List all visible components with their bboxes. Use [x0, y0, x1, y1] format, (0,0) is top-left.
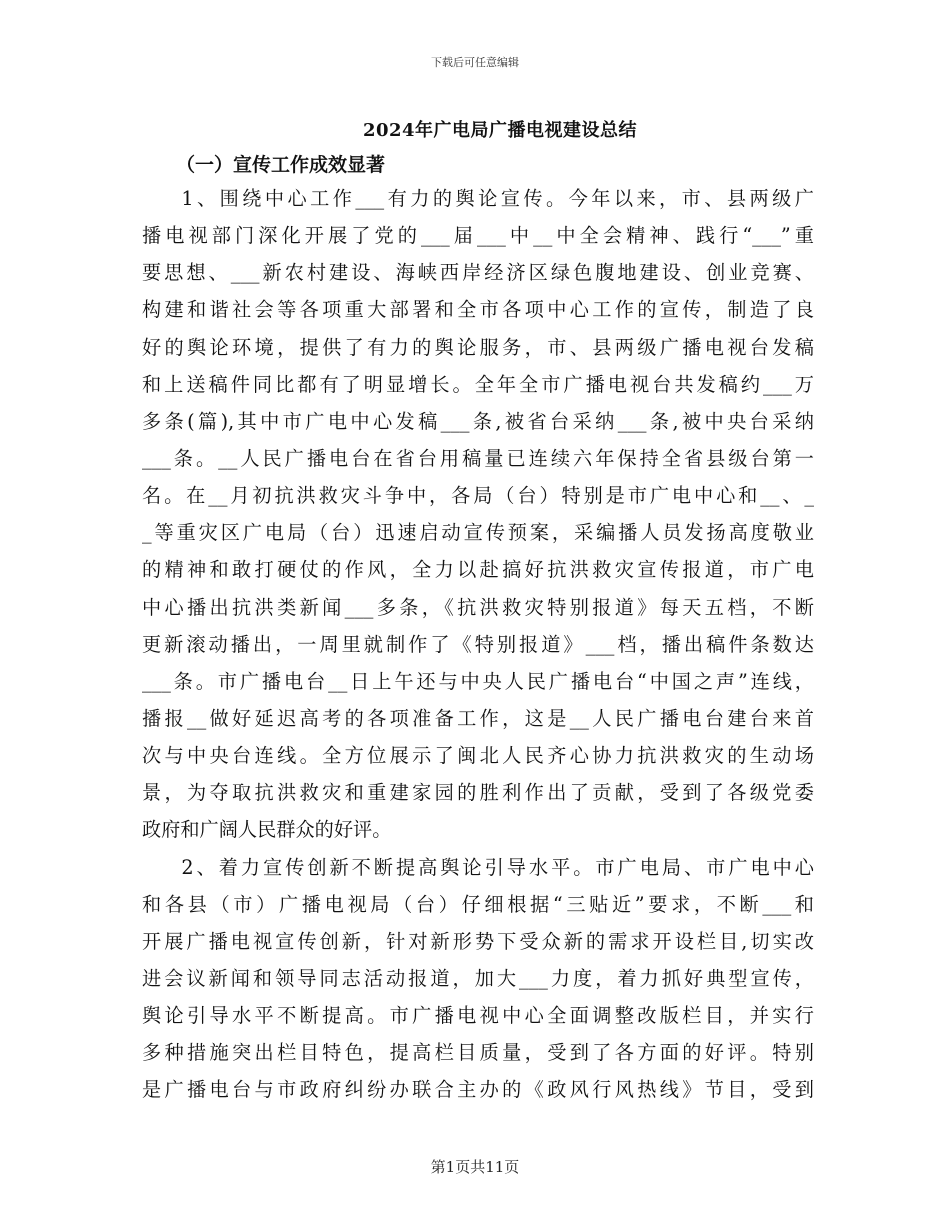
text-line: 播报__做好延迟高考的各项准备工作，这是__人民广播电台建台来首: [142, 706, 814, 730]
text-line: 多条(篇),其中市广电中心发稿___条,被省台采纳___条,被中央台采纳: [142, 409, 814, 433]
paragraph-2: [142, 849, 814, 1109]
text-line: 次与中央台连线。全方位展示了闽北人民齐心协力抗洪救灾的生动场: [142, 744, 814, 768]
page-number-footer: 第1页共11页: [430, 1158, 520, 1176]
text-line: ___条。__人民广播电台在省台用稿量已连续六年保持全省县级台第一: [142, 446, 814, 470]
paragraph-1: [142, 180, 814, 849]
text-line: 更新滚动播出，一周里就制作了《特别报道》___档，播出稿件条数达: [142, 632, 814, 656]
page-header: 下载后可任意编辑: [431, 56, 519, 69]
text-line: 舆论引导水平不断提高。市广播电视中心全面调整改版栏目，并实行: [142, 1004, 814, 1028]
section-heading: （一）宣传工作成效显著: [176, 154, 386, 176]
text-line: 构建和谐社会等各项重大部署和全市各项中心工作的宣传，制造了良: [142, 298, 814, 322]
text-line: 播电视部门深化开展了党的___届___中__中全会精神、践行“___”重: [142, 224, 814, 248]
document-body: [142, 180, 814, 1109]
text-line: 进会议新闻和领导同志活动报道，加大___力度，着力抓好典型宣传，: [142, 966, 814, 990]
text-line: 政府和广阔人民群众的好评。: [142, 818, 392, 842]
text-line: 1、围绕中心工作___有力的舆论宣传。今年以来，市、县两级广: [181, 187, 814, 210]
text-line: 要思想、___新农村建设、海峡西岸经济区绿色腹地建设、创业竞赛、: [142, 261, 814, 285]
text-line: 2、着力宣传创新不断提高舆论引导水平。市广电局、市广电中心: [181, 855, 814, 879]
text-line: 中心播出抗洪类新闻___多条，《抗洪救灾特别报道》每天五档，不断: [142, 595, 814, 619]
text-line: 好的舆论环境，提供了有力的舆论服务，市、县两级广播电视台发稿: [142, 335, 814, 359]
text-line: _等重灾区广电局（台）迅速启动宣传预案，采编播人员发扬高度敬业: [142, 521, 814, 545]
text-line: 是广播电台与市政府纠纷办联合主办的《政风行风热线》节目，受到: [142, 1078, 814, 1102]
text-line: 名。在__月初抗洪救灾斗争中，各局（台）特别是市广电中心和__、_: [142, 484, 814, 508]
text-line: 多种措施突出栏目特色，提高栏目质量，受到了各方面的好评。特别: [142, 1041, 814, 1065]
text-line: 景，为夺取抗洪救灾和重建家园的胜利作出了贡献，受到了各级党委: [142, 781, 814, 805]
text-line: 和各县（市）广播电视局（台）仔细根据“三贴近”要求，不断___和: [142, 892, 814, 916]
text-line: 的精神和敢打硬仗的作风，全力以赴搞好抗洪救灾宣传报道，市广电: [142, 558, 814, 582]
document-title: 2024年广电局广播电视建设总结: [362, 120, 638, 141]
text-line: ___条。市广播电台__日上午还与中央人民广播电台“中国之声”连线，: [142, 669, 814, 693]
text-line: 开展广播电视宣传创新，针对新形势下受众新的需求开设栏目,切实改: [142, 929, 814, 953]
text-line: 和上送稿件同比都有了明显增长。全年全市广播电视台共发稿约___万: [142, 372, 814, 396]
